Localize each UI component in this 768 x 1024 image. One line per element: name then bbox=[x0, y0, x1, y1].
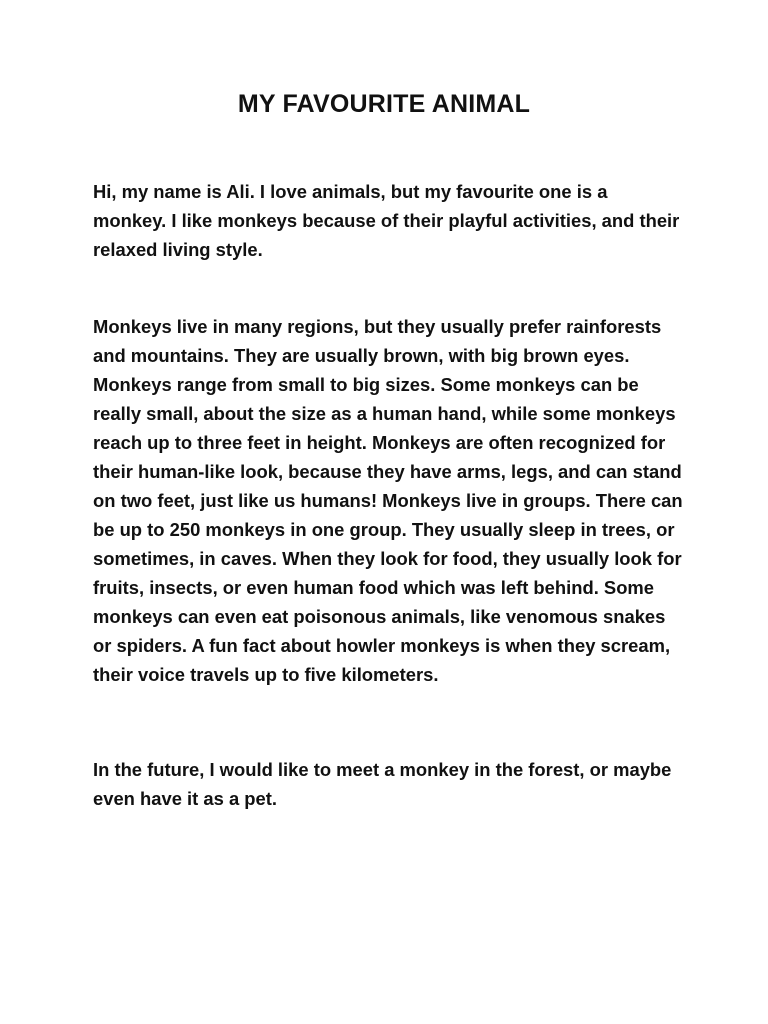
page-title: MY FAVOURITE ANIMAL bbox=[237, 90, 531, 118]
intro-paragraph: Hi, my name is Ali. I love animals, but my favourite one is a monkey. I like monkeys because of their playful activities, and their relaxed living style. bbox=[93, 181, 680, 260]
closing-paragraph: In the future, I would like to meet a monkey in the forest, or maybe even have it as a pet. bbox=[93, 759, 672, 809]
body-paragraph: Monkeys live in many regions, but they usually prefer rainforests and mountains. They are usually brown, with big brown eyes. Monkeys range from small to big sizes. Some monkeys can be really small, about the size as a human hand, while some monkeys reach up to three feet in height. Monkeys are often recognized for their human-like look, because they have arms, legs, and can stand on two feet, just like us humans! Monkeys live in groups. There can be up to 250 monkeys in one group. They usually sleep in trees, or sometimes, in caves. When they look for food, they usually look for fruits, insects, or even human food which was left behind. Some monkeys can even eat poisonous animals, like venomous snakes or spiders. A fun fact about howler monkeys is when they scream, their voice travels up to five kilometers. bbox=[93, 316, 683, 685]
